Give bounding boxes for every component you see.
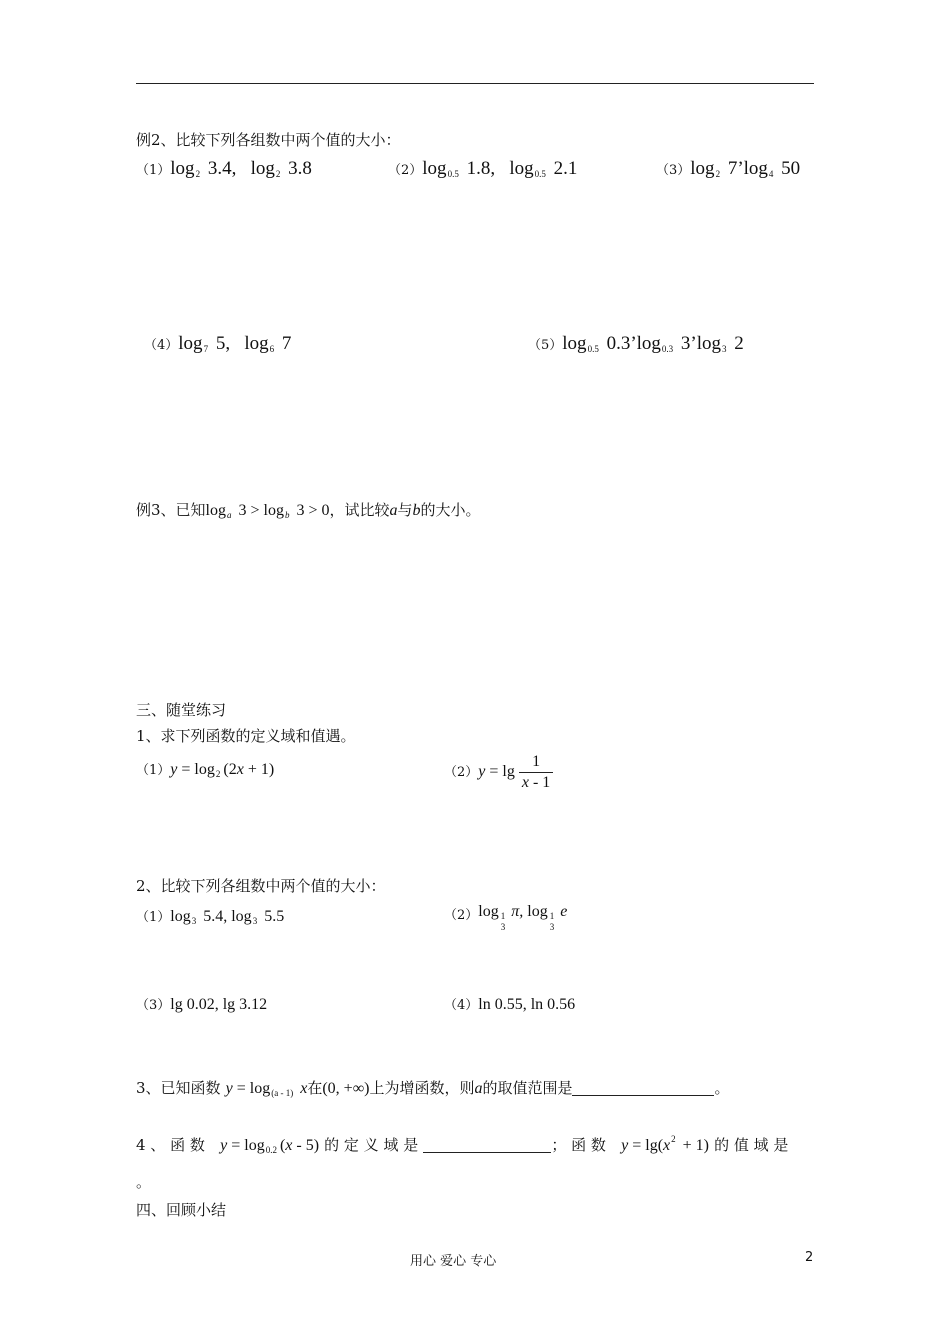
math-expression: $\log_7 5$, $\log_6 7$ <box>178 333 292 354</box>
practice-q2-a: $(1)\log_3$ 5.4, $\log_3 5.5$ <box>136 908 285 926</box>
practice-q1-a: $(1)y = \log_2 (2x + 1)$ <box>136 761 275 779</box>
example-3: 例3、已知$\log_a 3 > \log_b 3 > 0$，试比较a与b的大小。 <box>136 501 481 520</box>
q4-period: 。 <box>136 1173 152 1191</box>
ex2-item-3 <box>656 157 800 186</box>
ex2-item-4 <box>144 332 291 361</box>
practice-q2-c: （3）lg 0.02, lg 3.12 <box>136 996 268 1013</box>
math-expression: log 1 3 π, log 1 3 e <box>478 903 568 932</box>
page-number: 2 <box>805 1250 814 1265</box>
practice-q3: 3、已知函数 $y = \log_{(a - 1)} x$在(0, +∞)上为增函数，则a的取值范围是 。 <box>136 1079 730 1098</box>
item-label: （2） <box>388 163 423 178</box>
answer-blank <box>423 1136 551 1153</box>
example-2-heading: 例2、比较下列各组数中两个值的大小： <box>136 131 401 149</box>
answer-blank <box>572 1079 714 1096</box>
ex2-item-2 <box>388 157 577 186</box>
math-expression: $\log_{0.5} 1.8$, $\log_{0.5} 2.1$ <box>422 158 578 179</box>
item-label: （3） <box>656 163 691 178</box>
math-expression: $y = \log_{0.2} (x - 5)$ <box>220 1137 320 1155</box>
section-4-title: 四、回顾小结 <box>136 1201 227 1219</box>
math-expression: $y = \lg(x^2 + 1)$ <box>621 1134 709 1154</box>
section-3-title: 三、随堂练习 <box>136 701 227 719</box>
math-expression: $\log_2$ $7’\log_4$ 50 <box>690 158 801 179</box>
fraction: $\frac{1}{x - 1}$ <box>519 752 553 793</box>
header-rule <box>136 83 814 84</box>
math-expression: $\log_2 3.4$, $\log_2 3.8$ <box>170 158 312 179</box>
math-expression: $y = \log_{(a - 1)} x$ <box>225 1080 308 1098</box>
math-expression: $\log_{0.5}$ $0.3’\log_{0.3}$ $3’\log_3$ 2 <box>562 333 744 354</box>
practice-q2-d: （4）ln 0.55, ln 0.56 <box>444 996 576 1013</box>
footer-slogan: 用心 爱心 专心 <box>410 1254 497 1269</box>
math-expression: $\log_a 3 > \log_b 3 > 0$ <box>205 502 330 520</box>
ex2-item-5 <box>528 332 744 361</box>
item-label: （5） <box>528 338 563 353</box>
item-label: （4） <box>144 338 179 353</box>
practice-q2: 2、比较下列各组数中两个值的大小： <box>136 877 386 895</box>
practice-q2-b: （2）log 1 3 π, log 1 3 e <box>444 903 568 932</box>
practice-q1: 1、求下列函数的定义域和值遇。 <box>136 727 356 745</box>
practice-q1-b: （2）y = lg $\frac{1}{x - 1}$ <box>444 752 553 793</box>
math-expression: $y = \log_2 (2x + 1)$ <box>170 761 275 779</box>
math-expression: $\log_3 5.4$, $\log_3 5.5$ <box>170 908 285 926</box>
item-label: （1） <box>136 163 171 178</box>
practice-q4: 4 、 函 数 $y = \log_{0.2} (x - 5)$ 的 定 义 域 是 ； 函 数 $y = \lg(x^2 + 1)$ 的 值 域 是 <box>136 1134 789 1155</box>
math-expression: y = lg $\frac{1}{x - 1}$ <box>478 763 553 780</box>
ex2-item-1 <box>136 157 312 186</box>
